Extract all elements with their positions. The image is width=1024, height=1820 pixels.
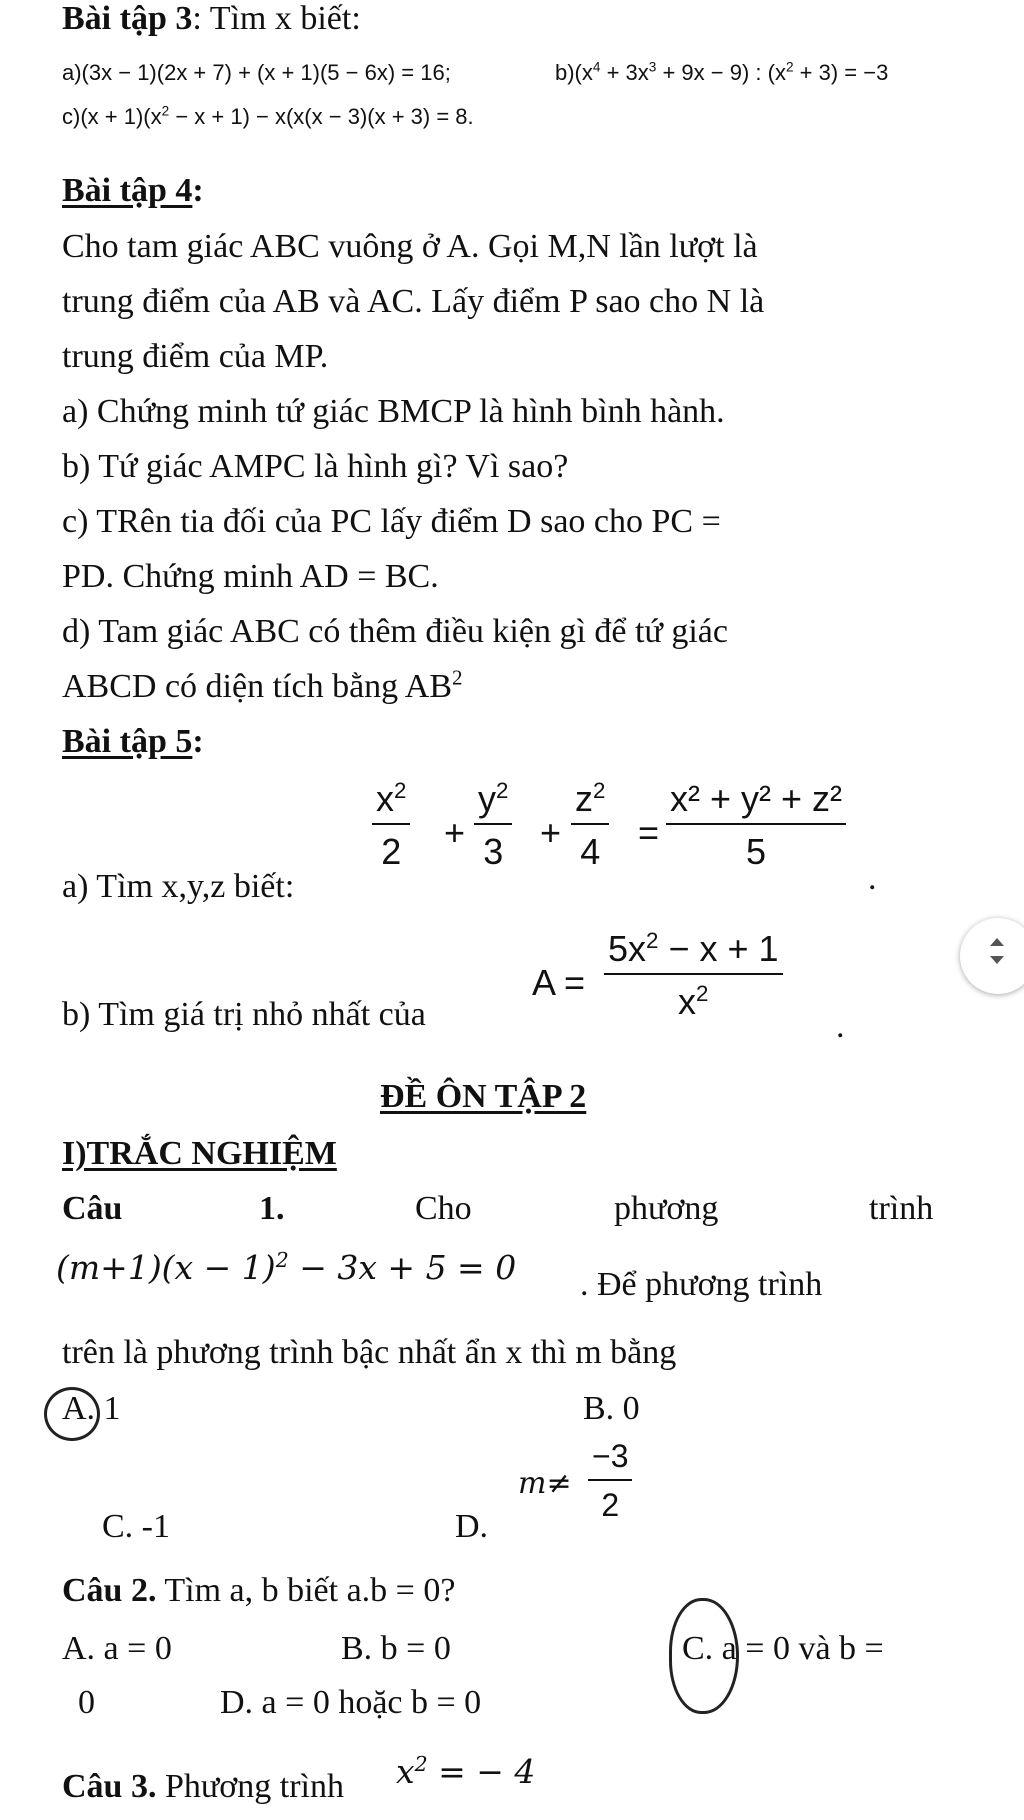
bt5-b-A: A = (532, 962, 586, 1003)
q3-text: Câu 3. Phương trình (62, 1768, 344, 1805)
q1-option-c: C. -1 (102, 1508, 170, 1545)
chevron-down-icon (990, 956, 1004, 964)
bt4-line: trung điểm của AB và AC. Lấy điểm P sao cho N là (62, 283, 765, 320)
bt5-a-label: a) Tìm x,y,z biết: (62, 868, 295, 905)
q1-word: Cho (415, 1190, 472, 1227)
bt3-item-a: a)(3x − 1)(2x + 7) + (x + 1)(5 − 6x) = 16; (62, 60, 451, 85)
answer-circle (44, 1387, 100, 1441)
plus-sign: + (444, 812, 466, 853)
bt4-line: Cho tam giác ABC vuông ở A. Gọi M,N lần lượt là (62, 228, 758, 265)
q1-equation: $(m+1)(x - 1)^2 - 3x + 5 = 0$ (56, 1248, 517, 1287)
bt4-line: ABCD có diện tích bằng $AB^2$ (62, 665, 463, 705)
q1-text: . Để phương trình (580, 1266, 823, 1303)
q1-option-a: A. 1 (62, 1390, 121, 1427)
bt4-line: PD. Chứng minh AD = BC. (62, 558, 439, 595)
bt3-item-c: $c)(x + 1)(x^2 - x + 1) - x(x(x - 3)(x + 3) = 8$. (62, 103, 474, 129)
q1-option-d: D. (455, 1508, 489, 1545)
plus-sign: + (540, 812, 562, 853)
bt4-line: trung điểm của MP. (62, 338, 329, 375)
bt3-heading: Bài tập 3: Tìm x biết: (62, 0, 361, 37)
q2-option-b: B. b = 0 (341, 1630, 451, 1667)
q2-option-c: C. a = 0 và b = (682, 1630, 884, 1667)
bt3-item-b: $b)(x^4 + 3x^3 + 9x - 9)$ : $(x^2 + 3) = -3$ (555, 59, 889, 85)
bt5-b-fraction: $5x^2 - x + 1$ $x^2$ (604, 928, 783, 1023)
section-heading: I)TRẮC NGHIỆM (62, 1135, 337, 1172)
period: . (836, 1008, 845, 1045)
q1-text: trên là phương trình bậc nhất ẩn x thì m bằng (62, 1334, 677, 1371)
q1-word: Câu (62, 1190, 123, 1227)
period: . (868, 860, 877, 897)
equals-sign: = (638, 812, 660, 853)
bt4-line: c) TRên tia đối của PC lấy điểm D sao cho PC = (62, 503, 721, 540)
q2-text: Câu 2. Tìm a, b biết a.b = 0? (62, 1572, 456, 1609)
bt4-line: d) Tam giác ABC có thêm điều kiện gì để tứ giác (62, 613, 728, 650)
q1-word: 1. (259, 1190, 285, 1227)
bt5-a-fraction-z: $z^2$ 4 (571, 778, 609, 873)
bt4-line: a) Chứng minh tứ giác BMCP là hình bình hành. (62, 393, 725, 430)
q1-option-b: B. 0 (583, 1390, 640, 1427)
q1-word: phương (614, 1190, 719, 1227)
bt5-a-fraction-x: $x^2$ 2 (372, 778, 410, 873)
q2-option-d: D. a = 0 hoặc b = 0 (220, 1684, 482, 1721)
de2-title: ĐỀ ÔN TẬP 2 (380, 1078, 587, 1115)
bt5-heading: Bài tập 5: (62, 723, 204, 760)
chevron-up-icon (990, 938, 1004, 946)
bt5-b-label: b) Tìm giá trị nhỏ nhất của (62, 996, 426, 1033)
answer-circle (669, 1598, 739, 1714)
q1-word: trình (869, 1190, 934, 1227)
scroll-up-down-icon[interactable] (960, 918, 1024, 994)
q1-option-d-fraction: −3 2 (588, 1438, 632, 1524)
bt4-line: b) Tứ giác AMPC là hình gì? Vì sao? (62, 448, 569, 485)
q2-option-c-cont: 0 (78, 1684, 95, 1721)
q2-option-a: A. a = 0 (62, 1630, 172, 1667)
bt5-a-fraction-rhs: x² + y² + z² 5 (666, 778, 846, 873)
bt5-a-fraction-y: $y^2$ 3 (474, 778, 512, 873)
q3-equation: $x^2$ = − 4 (396, 1752, 536, 1791)
bt4-heading: Bài tập 4: (62, 172, 204, 209)
q1-option-d-m: m≠ (518, 1466, 572, 1501)
